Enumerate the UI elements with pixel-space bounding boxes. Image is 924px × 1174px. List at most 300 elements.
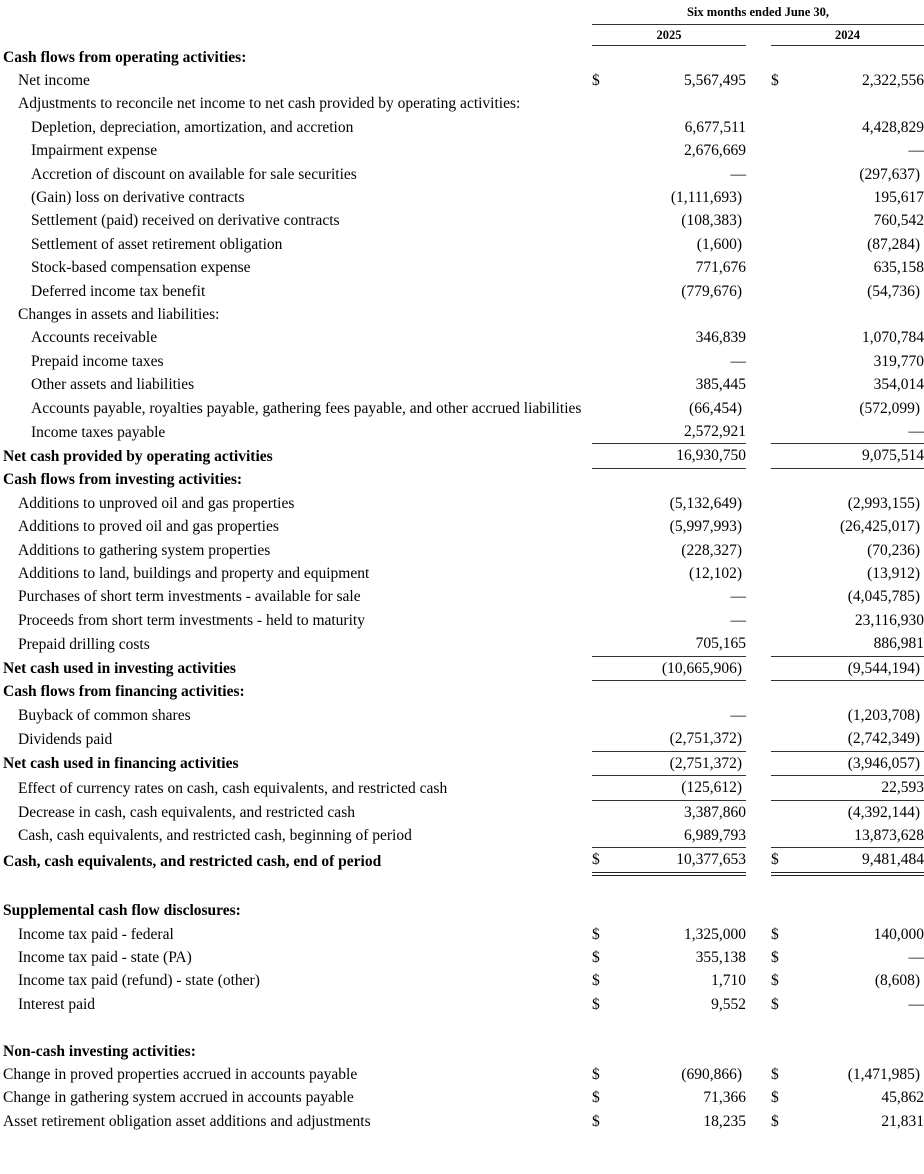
currency-symbol [771,539,793,562]
amount-cell: (70,236) [867,541,921,559]
column-gap [746,609,771,632]
table-row [0,1086,924,1109]
row-label: Net cash provided by operating activities [3,447,273,465]
amount-cell: 9,552 [711,995,746,1013]
amount-cell: 771,676 [695,259,746,277]
currency-symbol: $ [771,995,779,1013]
row-label: Deferred income tax benefit [31,282,206,300]
currency-symbol: $ [592,972,600,990]
currency-symbol [592,46,614,69]
currency-symbol: $ [771,925,779,943]
amount-cell: (779,676) [681,282,742,300]
table-row [0,350,924,373]
amount-cell: 16,930,750 [614,444,746,468]
row-label: Non-cash investing activities: [3,1042,196,1060]
spacer-row [0,874,924,899]
table-row [0,397,924,420]
currency-symbol [771,800,793,824]
column-header-2025: 2025 [592,25,746,46]
currency-symbol [771,1040,793,1063]
amount-cell: 705,165 [614,632,746,656]
column-gap [746,69,771,92]
column-gap [746,923,771,946]
column-gap [746,1040,771,1063]
column-gap [746,326,771,349]
period-header: Six months ended June 30, [592,0,924,25]
spacer-cell [0,1016,924,1039]
row-label: Additions to unproved oil and gas properties [18,494,295,512]
currency-symbol [771,468,793,491]
row-label: Effect of currency rates on cash, cash equivalents, and restricted cash [18,779,448,797]
currency-symbol [771,824,793,848]
row-label: (Gain) loss on derivative contracts [31,188,245,206]
row-label: Other assets and liabilities [31,376,195,394]
table-row [0,468,924,491]
table-row [0,233,924,256]
table-row [0,680,924,703]
column-gap [746,397,771,420]
amount-cell: (54,736) [867,282,921,300]
currency-symbol [771,46,793,69]
column-gap [746,420,771,444]
column-gap [746,751,771,775]
amount-cell [614,92,746,115]
amount-cell: 10,377,653 [614,848,746,874]
currency-symbol [592,350,614,373]
currency-symbol: $ [592,848,614,874]
row-label: Accounts receivable [31,329,158,347]
table-row [0,946,924,969]
row-label: Depletion, depreciation, amortization, and accretion [31,118,354,136]
row-label: Changes in assets and liabilities: [18,305,220,323]
amount-cell: (2,751,372) [614,751,746,775]
column-gap [746,1063,771,1086]
spacer-cell [0,874,924,899]
amount-cell: (8,608) [874,972,921,990]
column-gap [746,539,771,562]
row-label: Accretion of discount on available for sale securities [31,165,357,183]
amount-cell: — [730,352,746,370]
amount-cell [793,899,924,922]
column-gap [746,92,771,115]
amount-cell: (4,392,144) [847,803,921,821]
row-label: Buyback of common shares [18,706,191,724]
column-gap [746,776,771,800]
row-label: Proceeds from short term investments - held to maturity [18,611,365,629]
table-row [0,373,924,396]
amount-cell: 355,138 [695,948,746,966]
amount-cell: 22,593 [793,776,924,800]
table-row [0,800,924,824]
amount-cell: 346,839 [695,329,746,347]
currency-symbol: $ [592,1065,600,1083]
amount-cell [614,680,746,703]
amount-cell: (108,383) [681,212,742,230]
table-row [0,848,924,874]
amount-cell [614,303,746,326]
currency-symbol [771,751,793,775]
currency-symbol [771,280,793,303]
row-label: Prepaid income taxes [31,352,164,370]
currency-symbol [592,280,614,303]
table-row [0,303,924,326]
amount-cell: 9,481,484 [793,848,924,874]
amount-cell: (690,866) [681,1065,742,1083]
currency-symbol [771,609,793,632]
currency-symbol [592,116,614,139]
amount-cell: 886,981 [793,632,924,656]
currency-symbol [592,751,614,775]
amount-cell: 1,325,000 [684,925,746,943]
column-gap [746,444,771,468]
table-row [0,727,924,751]
table-row [0,1110,924,1133]
amount-cell: (2,751,372) [614,727,746,751]
amount-cell: 2,572,921 [614,420,746,444]
header-spacer [0,0,592,25]
currency-symbol [592,1040,614,1063]
currency-symbol [771,116,793,139]
currency-symbol [592,776,614,800]
table-row [0,515,924,538]
row-label: Cash, cash equivalents, and restricted cash, beginning of period [18,827,412,845]
amount-cell: — [730,165,746,183]
amount-cell [614,1040,746,1063]
currency-symbol: $ [771,1065,779,1083]
currency-symbol [771,350,793,373]
currency-symbol [771,139,793,162]
column-gap [746,1086,771,1109]
currency-symbol [592,800,614,824]
currency-symbol [592,539,614,562]
currency-symbol: $ [592,1112,600,1130]
currency-symbol [771,776,793,800]
amount-cell: 21,831 [881,1112,924,1130]
currency-symbol [771,585,793,608]
table-row [0,420,924,444]
table-row [0,69,924,92]
table-row [0,46,924,69]
amount-cell: 6,989,793 [614,824,746,848]
table-row [0,969,924,992]
column-gap [746,233,771,256]
currency-symbol [771,727,793,751]
currency-symbol [592,468,614,491]
currency-symbol [771,209,793,232]
currency-symbol [592,163,614,186]
amount-cell: (13,912) [867,564,921,582]
currency-symbol [592,609,614,632]
column-gap [746,727,771,751]
currency-symbol [592,397,614,420]
row-label: Settlement (paid) received on derivative contracts [31,212,340,230]
table-row [0,1040,924,1063]
amount-cell: (2,993,155) [847,494,921,512]
row-label: Stock-based compensation expense [31,259,251,277]
table-row [0,280,924,303]
currency-symbol [771,562,793,585]
amount-cell [793,680,924,703]
currency-symbol [771,444,793,468]
currency-symbol [771,704,793,727]
table-header-period-row [0,0,924,25]
currency-symbol [592,186,614,209]
amount-cell: 13,873,628 [793,824,924,848]
currency-symbol: $ [771,848,793,874]
column-gap [746,704,771,727]
column-header-2024: 2024 [771,25,924,46]
column-gap [746,163,771,186]
amount-cell: 23,116,930 [854,611,924,629]
column-gap [746,656,771,680]
amount-cell [793,303,924,326]
currency-symbol [771,656,793,680]
amount-cell: — [908,142,924,160]
amount-cell [614,468,746,491]
amount-cell: 3,387,860 [684,803,746,821]
currency-symbol [592,373,614,396]
row-label: Prepaid drilling costs [18,635,150,653]
amount-cell: (125,612) [614,776,746,800]
amount-cell: (1,111,693) [670,188,742,206]
row-label: Net cash used in investing activities [3,660,236,678]
amount-cell: — [908,948,924,966]
row-label: Cash flows from financing activities: [3,683,245,701]
column-gap [746,562,771,585]
currency-symbol: $ [771,1112,779,1130]
currency-symbol [771,303,793,326]
currency-symbol [592,139,614,162]
amount-cell: 71,366 [703,1089,746,1107]
column-gap [746,209,771,232]
amount-cell: 2,322,556 [862,71,924,89]
row-label: Cash flows from operating activities: [3,48,247,66]
column-gap [746,373,771,396]
currency-symbol [592,704,614,727]
amount-cell: — [730,611,746,629]
amount-cell: 195,617 [873,188,924,206]
amount-cell: 9,075,514 [793,444,924,468]
row-label: Dividends paid [18,730,113,748]
amount-cell [793,468,924,491]
amount-cell: 45,862 [881,1089,924,1107]
amount-cell: 354,014 [873,376,924,394]
table-row [0,923,924,946]
column-gap [746,186,771,209]
row-label: Additions to gathering system properties [18,541,271,559]
amount-cell [793,92,924,115]
row-label: Purchases of short term investments - available for sale [18,588,361,606]
table-row [0,993,924,1016]
amount-cell: 635,158 [873,259,924,277]
amount-cell: (1,471,985) [847,1065,921,1083]
column-gap [746,680,771,703]
amount-cell: (2,742,349) [793,727,924,751]
amount-cell: 2,676,669 [684,142,746,160]
currency-symbol [592,233,614,256]
table-row [0,632,924,656]
row-label: Income tax paid (refund) - state (other) [18,972,260,990]
amount-cell: (5,997,993) [669,518,742,536]
currency-symbol [592,326,614,349]
currency-symbol [771,420,793,444]
currency-symbol: $ [592,995,600,1013]
currency-symbol: $ [592,948,600,966]
currency-symbol [592,209,614,232]
currency-symbol [592,562,614,585]
row-label: Interest paid [18,995,96,1013]
currency-symbol [592,656,614,680]
row-label: Adjustments to reconcile net income to net cash provided by operating activities: [18,95,521,113]
table-row [0,492,924,515]
amount-cell: 319,770 [873,352,924,370]
amount-cell: 140,000 [873,925,924,943]
column-gap [746,280,771,303]
currency-symbol: $ [771,972,779,990]
table-row [0,139,924,162]
amount-cell: — [730,706,746,724]
currency-symbol [592,444,614,468]
column-gap [746,946,771,969]
column-gap [746,46,771,69]
header-spacer [0,25,592,46]
amount-cell: (10,665,906) [614,656,746,680]
currency-symbol [592,899,614,922]
currency-symbol [592,727,614,751]
column-gap [746,350,771,373]
column-gap [746,303,771,326]
currency-symbol [771,92,793,115]
currency-symbol [592,680,614,703]
currency-symbol [771,397,793,420]
table-row [0,776,924,800]
column-gap [746,824,771,848]
column-gap [746,1110,771,1133]
row-label: Net income [18,71,90,89]
row-label: Additions to land, buildings and property and equipment [18,564,370,582]
currency-symbol [771,632,793,656]
amount-cell: (297,637) [859,165,921,183]
column-gap [746,468,771,491]
amount-cell: (4,045,785) [847,588,921,606]
column-gap [746,899,771,922]
amount-cell: (228,327) [681,541,742,559]
column-gap [746,256,771,279]
column-gap [746,800,771,824]
currency-symbol [592,515,614,538]
amount-cell: (3,946,057) [793,751,924,775]
table-row [0,209,924,232]
currency-symbol: $ [592,925,600,943]
column-gap [746,492,771,515]
table-row [0,609,924,632]
table-row [0,92,924,115]
row-label: Settlement of asset retirement obligation [31,235,283,253]
row-label: Income tax paid - federal [18,925,174,943]
table-row [0,539,924,562]
amount-cell [614,899,746,922]
row-label: Supplemental cash flow disclosures: [3,902,241,920]
row-label: Income tax paid - state (PA) [18,948,192,966]
amount-cell: (26,425,017) [839,518,921,536]
amount-cell: 385,445 [695,376,746,394]
currency-symbol [771,515,793,538]
table-row [0,562,924,585]
currency-symbol [771,492,793,515]
currency-symbol: $ [592,1089,600,1107]
amount-cell: (66,454) [689,399,742,417]
currency-symbol [592,492,614,515]
row-label: Cash, cash equivalents, and restricted cash, end of period [3,853,382,871]
row-label: Asset retirement obligation asset additions and adjustments [3,1112,371,1130]
amount-cell: (5,132,649) [669,494,742,512]
amount-cell: 18,235 [703,1112,746,1130]
currency-symbol [771,680,793,703]
amount-cell [614,46,746,69]
row-label: Change in proved properties accrued in accounts payable [3,1065,358,1083]
currency-symbol [771,899,793,922]
amount-cell: (12,102) [689,564,742,582]
table-row [0,1063,924,1086]
currency-symbol [771,186,793,209]
table-row [0,704,924,727]
amount-cell: 760,542 [873,212,924,230]
amount-cell: 4,428,829 [862,118,924,136]
currency-symbol [592,824,614,848]
row-label: Net cash used in financing activities [3,755,239,773]
spacer-row [0,1016,924,1039]
table-row [0,824,924,848]
row-label: Cash flows from investing activities: [3,471,243,489]
currency-symbol: $ [771,71,779,89]
column-gap [746,969,771,992]
currency-symbol: $ [771,1089,779,1107]
amount-cell [793,1040,924,1063]
currency-symbol [592,303,614,326]
column-gap [746,993,771,1016]
currency-symbol [771,326,793,349]
row-label: Additions to proved oil and gas properties [18,518,279,536]
amount-cell: 1,070,784 [862,329,924,347]
amount-cell: — [793,420,924,444]
table-row [0,256,924,279]
amount-cell: (9,544,194) [793,656,924,680]
column-gap [746,139,771,162]
currency-symbol: $ [592,71,600,89]
currency-symbol [592,92,614,115]
column-gap [746,585,771,608]
currency-symbol [592,585,614,608]
table-row [0,656,924,680]
amount-cell: 6,677,511 [684,118,746,136]
currency-symbol [592,256,614,279]
amount-cell: (1,600) [696,235,742,253]
table-row [0,585,924,608]
table-row [0,444,924,468]
column-gap [746,632,771,656]
table-row [0,116,924,139]
amount-cell: — [730,588,746,606]
amount-cell [793,46,924,69]
row-label: Impairment expense [31,142,158,160]
table-row [0,326,924,349]
table-row [0,899,924,922]
currency-symbol [771,233,793,256]
column-gap [746,116,771,139]
table-header-years-row [0,25,924,46]
currency-symbol [771,373,793,396]
column-gap [746,25,771,46]
